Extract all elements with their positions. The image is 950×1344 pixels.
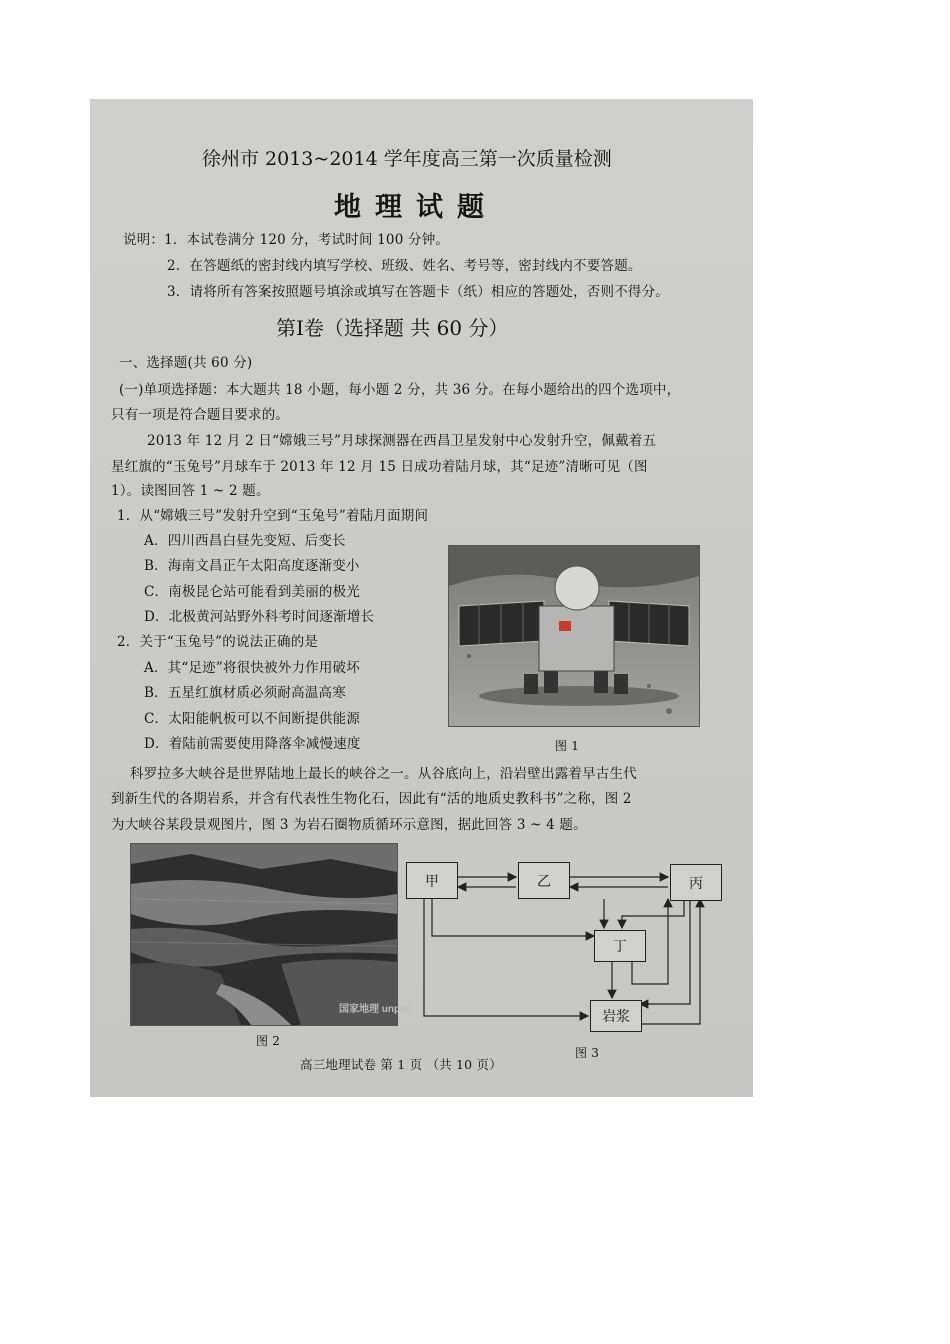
node-jia: 甲 — [406, 862, 458, 899]
q1-stem: 1．从“嫦娥三号”发射升空到“玉兔号”着陆月面期间 — [117, 508, 429, 524]
q1-option-a: A．四川西昌白昼先变短、后变长 — [144, 533, 346, 549]
node-bing: 丙 — [670, 864, 722, 901]
passage2-line-2: 到新生代的各期岩系，并含有代表性生物化石，因此有“活的地质史教科书”之称，图 2 — [111, 791, 632, 807]
q2-stem: 2．关于“玉兔号”的说法正确的是 — [117, 634, 319, 650]
page-footer: 高三地理试卷 第 1 页 （共 10 页） — [300, 1057, 502, 1072]
photo-watermark: 国家地理 unpen — [339, 1004, 412, 1015]
figure-3-rock-cycle-diagram — [400, 854, 740, 1054]
instruction-1: 说明：1．本试卷满分 120 分，考试时间 100 分钟。 — [123, 232, 450, 248]
part-intro-line-2: 只有一项是符合题目要求的。 — [111, 407, 290, 423]
passage1-line-2: 星红旗的“玉兔号”月球车于 2013 年 12 月 15 日成功着陆月球，其“足迹”清晰可见（图 — [111, 459, 648, 475]
instruction-3: 3．请将所有答案按照题号填涂或填写在答题卡（纸）相应的答题处，否则不得分。 — [167, 284, 669, 300]
figure-1-rover-photo — [448, 545, 700, 727]
node-magma: 岩浆 — [590, 1000, 642, 1032]
node-yi: 乙 — [518, 862, 570, 899]
q2-option-c: C．太阳能帆板可以不间断提供能源 — [144, 711, 361, 727]
exam-paper — [90, 99, 753, 1097]
passage1-line-3: 1）。读图回答 1 ~ 2 题。 — [111, 483, 270, 499]
instruction-2: 2．在答题纸的密封线内填写学校、班级、姓名、考号等，密封线内不要答题。 — [167, 258, 642, 274]
subject-title: 地理试题 — [334, 192, 498, 223]
figure-2-caption: 图 2 — [256, 1034, 281, 1048]
q2-option-b: B．五星红旗材质必须耐高温高寒 — [144, 685, 346, 701]
q2-option-d: D．着陆前需要使用降落伞减慢速度 — [144, 736, 361, 752]
passage1-line-1: 2013 年 12 月 2 日“嫦娥三号”月球探测器在西昌卫星发射中心发射升空，佩戴着五 — [147, 433, 657, 449]
exam-title: 徐州市 2013~2014 学年度高三第一次质量检测 — [202, 148, 612, 170]
q1-option-d: D．北极黄河站野外科考时间逐渐增长 — [144, 609, 375, 625]
q2-option-a: A．其“足迹”将很快被外力作用破坏 — [144, 660, 360, 676]
figure-3-caption: 图 3 — [575, 1046, 600, 1060]
q1-option-c: C．南极昆仑站可能看到美丽的极光 — [144, 584, 361, 600]
figure-2-canyon-photo — [130, 843, 412, 1026]
part-title: 一、选择题(共 60 分) — [119, 355, 253, 371]
rover-illustration — [449, 546, 699, 726]
q1-option-b: B．海南文昌正午太阳高度逐渐变小 — [144, 558, 360, 574]
passage2-line-1: 科罗拉多大峡谷是世界陆地上最长的峡谷之一。从谷底向上，沿岩壁出露着早古生代 — [130, 766, 637, 782]
passage2-line-3: 为大峡谷某段景观图片，图 3 为岩石圈物质循环示意图，据此回答 3 ~ 4 题。 — [111, 817, 587, 833]
part-intro-line-1: (一)单项选择题：本大题共 18 小题，每小题 2 分，共 36 分。在每小题给出的四个选项中， — [119, 382, 681, 398]
section-title: 第Ⅰ卷（选择题 共 60 分） — [276, 316, 509, 340]
node-ding: 丁 — [594, 930, 646, 962]
canyon-illustration — [131, 844, 412, 1025]
figure-1-caption: 图 1 — [555, 739, 580, 753]
